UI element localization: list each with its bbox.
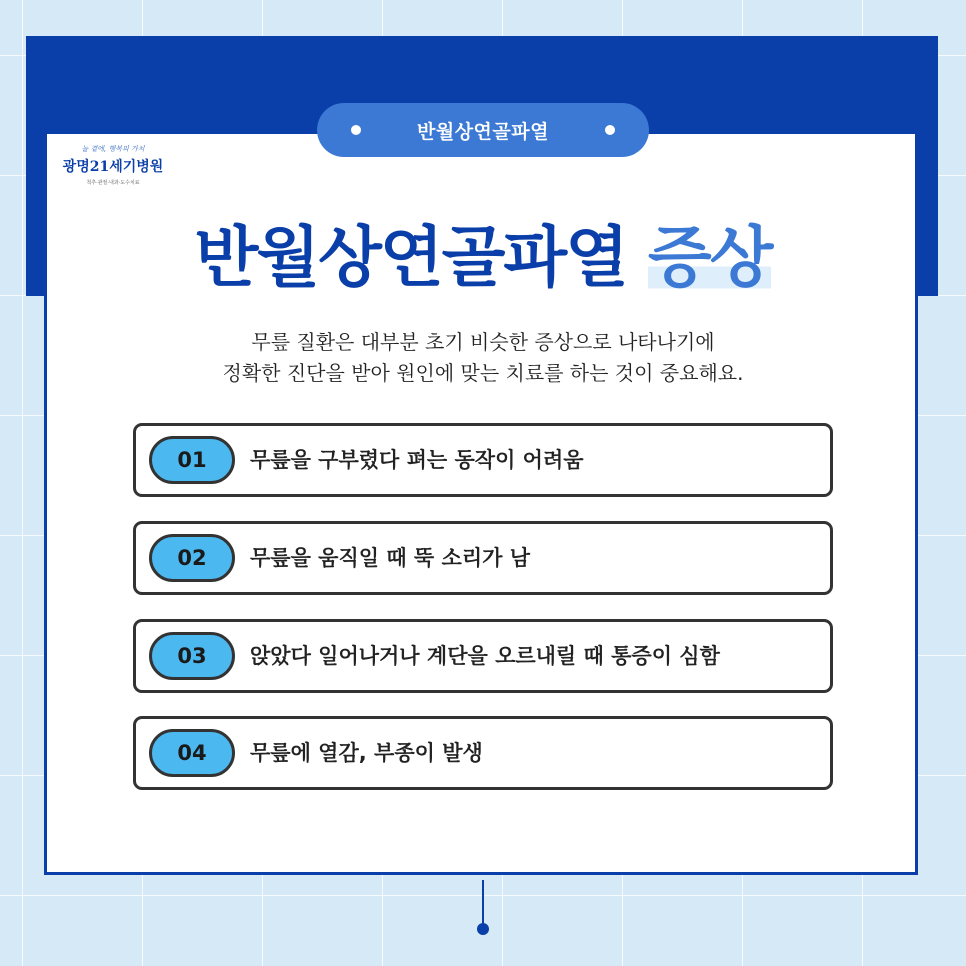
topic-pill — [317, 103, 649, 157]
symptom-item — [133, 619, 833, 693]
connector-line — [482, 880, 484, 928]
symptom-text: 무릎을 움직일 때 뚝 소리가 남 — [250, 546, 530, 570]
connector-dot — [477, 923, 489, 935]
hospital-logo — [58, 144, 168, 186]
topic-pill-label: 반월상연골파열 — [417, 120, 549, 143]
title-accent: 증상 — [647, 219, 772, 296]
description — [0, 327, 966, 389]
symptom-item — [133, 423, 833, 497]
pill-dot-right — [605, 125, 615, 135]
symptom-number-badge: 03 — [149, 632, 235, 680]
symptom-text: 앉았다 일어나거나 계단을 오르내릴 때 통증이 심함 — [250, 644, 720, 668]
symptom-number-badge: 01 — [149, 436, 235, 484]
description-line-2: 정확한 진단을 받아 원인에 맞는 치료를 하는 것이 중요해요. — [222, 361, 744, 385]
logo-subtitle: 척추·관절·내과·도수치료 — [86, 180, 140, 186]
symptom-text: 무릎에 열감, 부종이 발생 — [250, 741, 483, 765]
pill-dot-left — [351, 125, 361, 135]
symptom-number-badge: 02 — [149, 534, 235, 582]
logo-slogan: 늘 곁에, 행복의 가치 — [81, 145, 145, 153]
symptom-text: 무릎을 구부렸다 펴는 동작이 어려움 — [250, 448, 584, 472]
page-title — [0, 213, 966, 303]
symptom-item — [133, 521, 833, 595]
description-line-1: 무릎 질환은 대부분 초기 비슷한 증상으로 나타나기에 — [251, 330, 715, 354]
symptom-number-badge: 04 — [149, 729, 235, 777]
symptom-item — [133, 716, 833, 790]
title-main: 반월상연골파열 — [194, 219, 627, 296]
logo-name: 광명21세기병원 — [62, 159, 164, 175]
